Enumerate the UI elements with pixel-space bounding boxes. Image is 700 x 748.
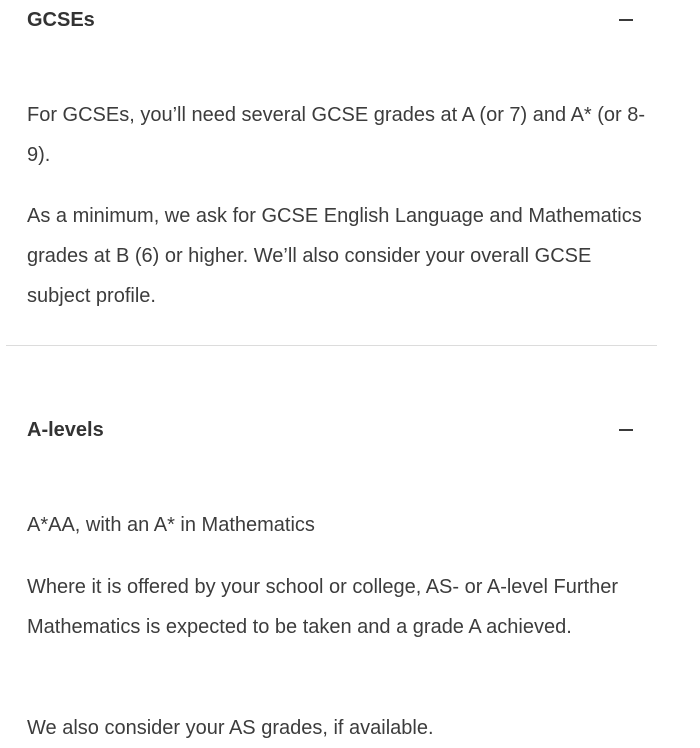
minus-icon[interactable] — [619, 423, 633, 437]
section-title: GCSEs — [27, 9, 95, 31]
accordion-section-gcses — [0, 0, 700, 307]
section-title: A-levels — [27, 419, 104, 441]
paragraph: We also consider your AS grades, if available. — [27, 717, 434, 739]
section-divider — [6, 345, 657, 346]
minus-icon[interactable] — [619, 13, 633, 27]
paragraph: Where it is offered by your school or college, AS- or A-level Further Mathematics is expected to be taken and a grade A achieved. — [27, 576, 619, 638]
accordion-header-gcses[interactable] — [0, 0, 700, 40]
paragraph: A*AA, with an A* in Mathematics — [27, 514, 315, 536]
paragraph: As a minimum, we ask for GCSE English Language and Mathematics grades at B (6) or higher. We’ll also consider your overall GCSE subject profile. — [27, 205, 642, 307]
paragraph: For GCSEs, you’ll need several GCSE grades at A (or 7) and A* (or 8-9). — [27, 104, 646, 166]
accordion-header-a-levels[interactable] — [0, 410, 700, 450]
